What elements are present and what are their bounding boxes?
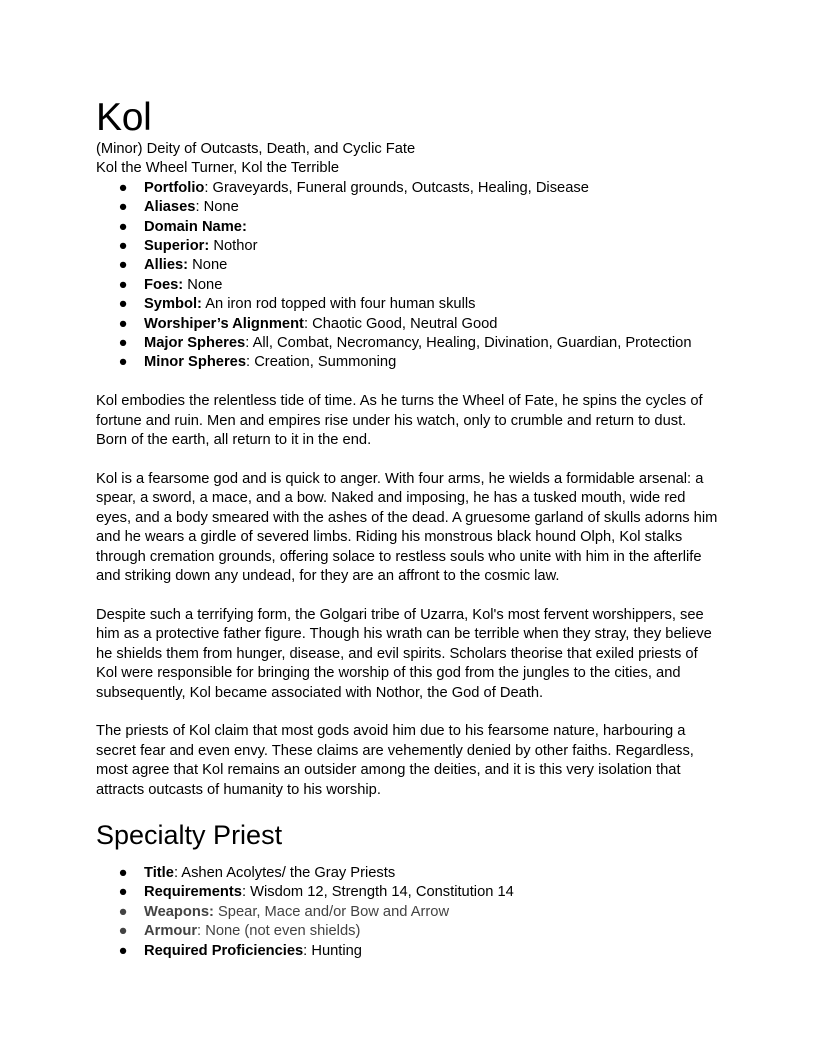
bullet-icon: ● <box>118 179 128 196</box>
property-label: Superior: <box>144 238 210 255</box>
property-label: Required Proficiencies <box>144 942 304 959</box>
bullet-icon: ● <box>118 315 128 332</box>
spacer <box>96 703 720 722</box>
bullet-icon: ● <box>118 335 128 352</box>
bullet-icon: ● <box>118 296 128 313</box>
list-item-weapons <box>96 903 720 922</box>
property-value: Creation, Summoning <box>254 354 397 371</box>
list-item-major-spheres <box>96 334 720 353</box>
bullet-icon: ● <box>118 864 128 881</box>
property-value: Graveyards, Funeral grounds, Outcasts, Healing, Disease <box>212 179 589 196</box>
property-value: An iron rod topped with four human skulls <box>205 296 476 313</box>
property-label: Minor Spheres <box>144 354 247 371</box>
list-item-superior <box>96 237 720 256</box>
property-value: None <box>203 199 239 216</box>
property-label: Weapons: <box>144 903 214 920</box>
property-value: Wisdom 12, Strength 14, Constitution 14 <box>250 884 514 901</box>
document-page <box>96 96 720 961</box>
list-item-armour <box>96 922 720 941</box>
list-item-requirements <box>96 883 720 902</box>
list-item-allies <box>96 256 720 275</box>
bullet-icon: ● <box>118 903 128 920</box>
property-value: Spear, Mace and/or Bow and Arrow <box>218 903 450 920</box>
property-value: None <box>192 257 228 274</box>
list-item-domain-name <box>96 218 720 237</box>
property-separator: : <box>195 199 204 216</box>
bullet-icon: ● <box>118 276 128 293</box>
property-label: Symbol: <box>144 296 202 313</box>
bullet-icon: ● <box>118 923 128 940</box>
property-label: Major Spheres <box>144 335 246 352</box>
property-label: Domain Name: <box>144 218 247 235</box>
bullet-icon: ● <box>118 354 128 371</box>
property-separator: : <box>204 179 213 196</box>
list-item-title <box>96 864 720 883</box>
property-value: Hunting <box>311 942 362 959</box>
property-label: Requirements <box>144 884 242 901</box>
property-separator: : <box>303 942 312 959</box>
property-value: Chaotic Good, Neutral Good <box>312 315 498 332</box>
property-label: Worshiper’s Alignment <box>144 315 304 332</box>
spacer <box>96 373 720 393</box>
spacer <box>96 587 720 606</box>
paragraph-wheel-of-fate: Kol embodies the relentless tide of time. As he turns the Wheel of Fate, he spins the cycles of fortune and ruin. Men and empires rise under his watch, only to crumble and return to dust. Born of the earth, all return to it in the end. <box>96 393 703 449</box>
property-separator: : <box>246 354 255 371</box>
list-item-worshiper-alignment <box>96 315 720 334</box>
list-item-foes <box>96 276 720 295</box>
property-value: None <box>187 276 223 293</box>
property-separator: : <box>197 923 206 940</box>
paragraph-appearance: Kol is a fearsome god and is quick to anger. With four arms, he wields a formidable arsenal: a spear, a sword, a mace, and a bow. Naked and imposing, he has a tusked mouth, wide red eyes, and a body smeared with the ashes of the dead. A gruesome garland of skulls adorns him and he wears a girdle of severed limbs. Riding his monstrous black hound Olph, Kol stalks through cremation grounds, offering solace to restless souls who unite with him in the afterlife and striking down any undead, for they are an affront to the cosmic law. <box>96 471 718 585</box>
property-separator: : <box>173 864 182 881</box>
bullet-icon: ● <box>118 218 128 235</box>
property-separator: : <box>303 315 313 332</box>
list-item-minor-spheres <box>96 353 720 372</box>
property-value: All, Combat, Necromancy, Healing, Divination, Guardian, Protection <box>252 335 692 352</box>
property-value: Nothor <box>213 238 258 255</box>
paragraph-worshippers: Despite such a terrifying form, the Golgari tribe of Uzarra, Kol's most fervent worshippers, see him as a protective father figure. Though his wrath can be terrible when they stray, they believe he shields them from hunger, disease, and evil spirits. Scholars theorise that exiled priests of Kol were responsible for bringing the worship of this god from the jungles to the cities, and subsequently, Kol became associated with Nothor, the God of Death. <box>96 606 712 701</box>
priest-properties-list <box>96 864 720 961</box>
property-label: Title <box>144 864 174 881</box>
bullet-icon: ● <box>118 884 128 901</box>
property-label: Portfolio <box>144 179 205 196</box>
list-item-portfolio <box>96 179 720 198</box>
paragraph-outsider: The priests of Kol claim that most gods avoid him due to his fearsome nature, harbouring a secret fear and even envy. These claims are vehemently denied by other faiths. Regardless, most agree that Kol remains an outsider among the deities, and it is this very isolation that attracts outcasts of humanity to his worship. <box>96 723 694 798</box>
section-heading-specialty-priest: Specialty Priest <box>96 819 283 850</box>
property-label: Foes: <box>144 276 184 293</box>
bullet-icon: ● <box>118 257 128 274</box>
property-separator: : <box>241 884 251 901</box>
property-label: Armour <box>144 923 198 940</box>
deity-properties-list <box>96 179 720 373</box>
spacer <box>96 451 720 470</box>
property-label: Aliases <box>144 199 196 216</box>
bullet-icon: ● <box>118 238 128 255</box>
property-separator: : <box>245 335 253 352</box>
bullet-icon: ● <box>118 942 128 959</box>
property-value: None (not even shields) <box>205 923 361 940</box>
bullet-icon: ● <box>118 199 128 216</box>
document-title: Kol <box>96 96 152 139</box>
list-item-symbol <box>96 295 720 314</box>
list-item-aliases <box>96 198 720 217</box>
property-value: Ashen Acolytes/ the Gray Priests <box>181 864 396 881</box>
deity-epithets: Kol the Wheel Turner, Kol the Terrible <box>96 160 340 177</box>
list-item-required-proficiencies <box>96 942 720 961</box>
deity-description: (Minor) Deity of Outcasts, Death, and Cyclic Fate <box>96 141 416 157</box>
property-label: Allies: <box>144 257 189 274</box>
